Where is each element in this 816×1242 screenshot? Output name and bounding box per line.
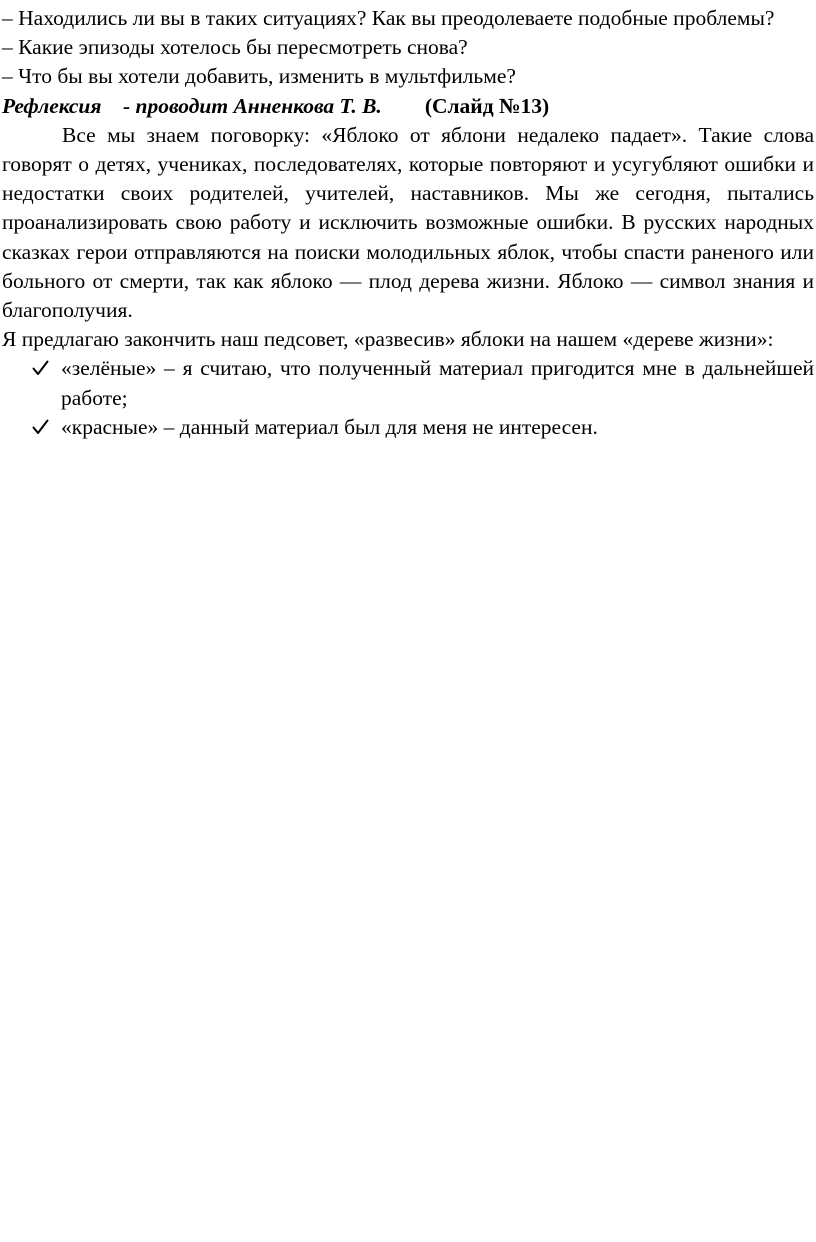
slide-reference: (Слайд №13) xyxy=(381,93,550,118)
question-1: – Находились ли вы в таких ситуациях? Как вы преодолеваете подобные проблемы? xyxy=(2,6,775,30)
reflection-heading xyxy=(2,92,814,121)
proposal-text: Я предлагаю закончить наш педсовет, «развесив» яблоки на нашем «дереве жизни»: xyxy=(2,327,774,352)
option-red-text: «красные» – данный материал был для меня не интересен. xyxy=(61,414,598,439)
list-item xyxy=(2,354,814,412)
options-list xyxy=(2,354,814,442)
question-3: – Что бы вы хотели добавить, изменить в мультфильме? xyxy=(2,64,516,89)
question-2: – Какие эпизоды хотелось бы пересмотреть снова? xyxy=(2,35,468,60)
reflection-title: Рефлексия - проводит Анненкова Т. В. xyxy=(2,93,382,118)
document-page xyxy=(0,0,816,442)
list-item xyxy=(2,413,814,442)
checkmark-icon xyxy=(32,419,49,435)
reflection-paragraph: Все мы знаем поговорку: «Яблоко от яблони недалеко падает». Такие слова говорят о детях, учениках, последователях, которые повторяют и усугубляют ошибки и недостатки своих родителей, учителей, наставников. Мы же сегодня, пытались проанализировать свою работу и исключить возможные ошибки. В русских народных сказках герои отправляются на поиски молодильных яблок, чтобы спасти раненого или больного от смерти, так как яблоко — плод дерева жизни. Яблоко — символ знания и благополучия. xyxy=(2,122,814,323)
option-green-text: «зелёные» – я считаю, что полученный материал пригодится мне в дальнейшей работе; xyxy=(61,356,814,410)
checkmark-icon xyxy=(32,360,49,376)
